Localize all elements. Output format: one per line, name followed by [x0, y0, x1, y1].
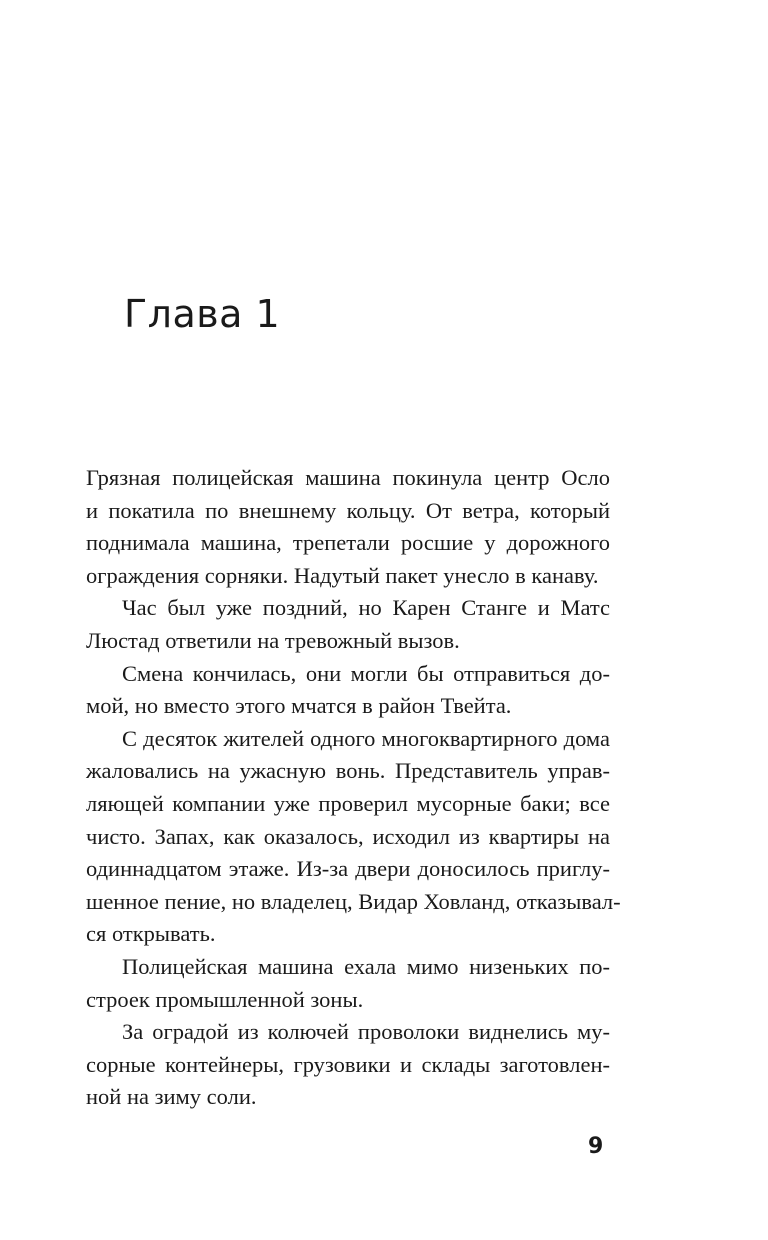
text-line: ной на зиму соли.: [86, 1084, 257, 1110]
text-line: За оградой из колючей проволоки виднелись му-: [122, 1019, 610, 1045]
text-line: мой, но вместо этого мчатся в район Твейта.: [86, 693, 512, 719]
page-number: 9: [588, 1134, 604, 1159]
text-line: поднимала машина, трепетали росшие у дорожного: [86, 530, 610, 556]
paragraph: [86, 658, 610, 723]
text-line: ограждения сорняки. Надутый пакет унесло в канаву.: [86, 562, 599, 588]
paragraph: [86, 951, 610, 1016]
text-line: С десяток жителей одного многоквартирного дома: [122, 725, 610, 751]
paragraph: [86, 723, 621, 951]
text-line: одиннадцатом этаже. Из-за двери доносилось приглу-: [86, 856, 610, 882]
paragraph: [86, 1016, 610, 1114]
text-line: строек промышленной зоны.: [86, 986, 364, 1012]
text-line: чисто. Запах, как оказалось, исходил из квартиры на: [86, 823, 610, 849]
text-line: ся открывать.: [86, 921, 216, 947]
text-line: сорные контейнеры, грузовики и склады заготовлен-: [86, 1051, 610, 1077]
paragraph: [86, 462, 610, 592]
text-line: и покатила по внешнему кольцу. От ветра, который: [86, 497, 610, 523]
text-line: Час был уже поздний, но Карен Станге и Матс: [122, 595, 610, 621]
text-line: ляющей компании уже проверил мусорные баки; все: [86, 790, 610, 816]
text-line: Грязная полицейская машина покинула центр Осло: [86, 465, 610, 490]
text-line: Люстад ответили на тревожный вызов.: [86, 627, 460, 653]
text-line: Полицейская машина ехала мимо низеньких по-: [122, 953, 610, 979]
text-line: шенное пение, но владелец, Видар Ховланд, отказывал-: [86, 888, 621, 914]
chapter-body: [86, 462, 621, 1114]
text-line: жаловались на ужасную вонь. Представитель управ-: [86, 758, 610, 784]
chapter-title: Глава 1: [124, 292, 281, 336]
text-line: Смена кончилась, они могли бы отправиться до-: [122, 660, 610, 686]
paragraph: [86, 592, 610, 657]
